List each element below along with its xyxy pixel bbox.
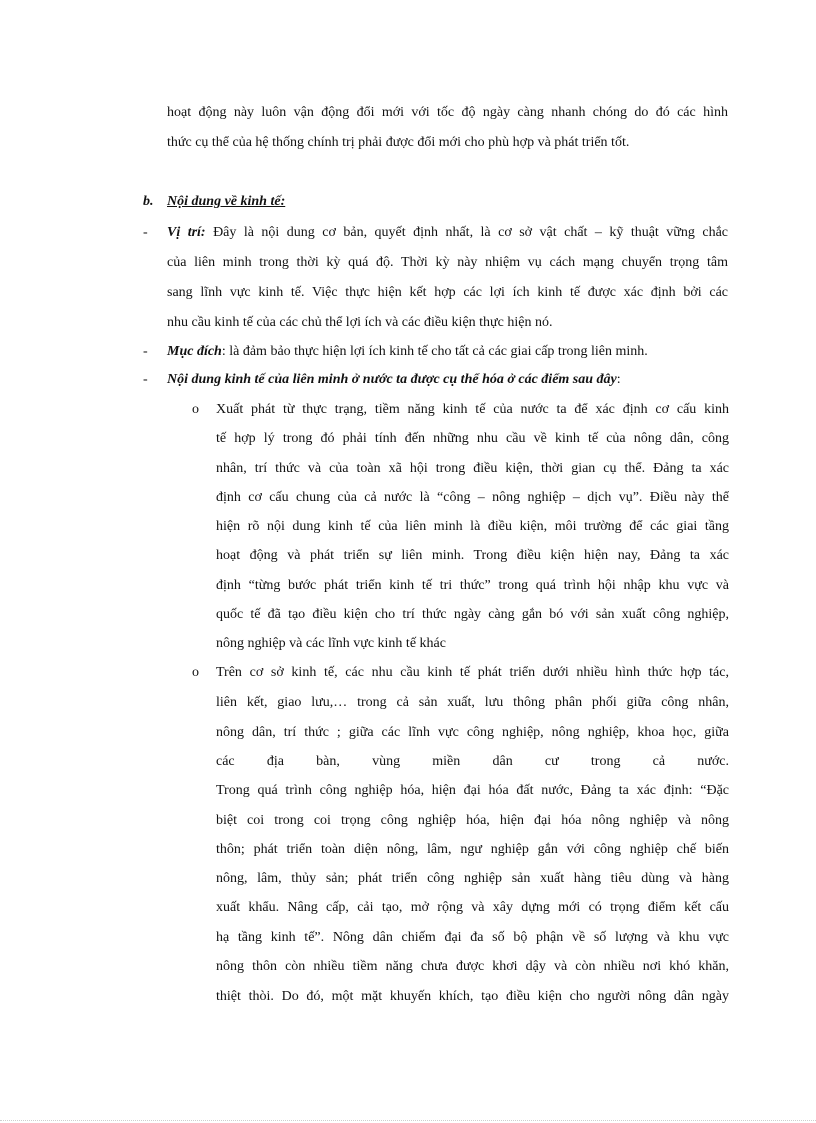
bullet-position-line-4: nhu cầu kinh tế của các chủ thể lợi ích và các điều kiện thực hiện nó. bbox=[167, 315, 553, 330]
sub-item-2-line-6: biệt coi trong coi trọng công nghiệp hóa, hiện đại hóa nông nghiệp và nông bbox=[216, 813, 729, 828]
sub-item-2-line-8: nông, lâm, thủy sản; phát triển công nghiệp sản xuất hàng tiêu dùng và hàng bbox=[216, 871, 729, 886]
sub-item-1-line-1: Xuất phát từ thực trạng, tiềm năng kinh tế của nước ta để xác định cơ cấu kinh bbox=[216, 402, 729, 417]
sub-item-1-line-9: nông nghiệp và các lĩnh vực kinh tế khác bbox=[216, 636, 446, 651]
sub-item-2-line-2: liên kết, giao lưu,… trong cả sản xuất, lưu thông phân phối giữa công nhân, bbox=[216, 695, 729, 710]
bullet-position-label: Vị trí: bbox=[167, 225, 206, 240]
bullet-content-label: Nội dung kinh tế của liên minh ở nước ta được cụ thể hóa ở các điểm sau đây bbox=[167, 372, 617, 387]
bullet-purpose-text: : là đảm bảo thực hiện lợi ích kinh tế cho tất cả các giai cấp trong liên minh. bbox=[221, 344, 648, 359]
sub-item-1-line-4: định cơ cấu chung của cả nước là “công – nông nghiệp – dịch vụ”. Điều này thể bbox=[216, 490, 729, 505]
sub-item-2-line-4: các địa bàn, vùng miền dân cư trong cả nước. bbox=[216, 754, 729, 769]
bullet-content-line bbox=[167, 371, 621, 389]
section-title: Nội dung về kinh tế: bbox=[167, 194, 286, 209]
bullet-position-line-2: của liên minh trong thời kỳ quá độ. Thời kỳ này nhiệm vụ cách mạng chuyển trọng tâm bbox=[167, 255, 728, 270]
sub-item-1-line-6: hoạt động và phát triển sự liên minh. Trong điều kiện hiện nay, Đảng ta xác bbox=[216, 548, 729, 563]
bullet-content-text: : bbox=[616, 372, 621, 387]
sub-item-2-line-9: xuất khẩu. Nâng cấp, cải tạo, mở rộng và xây dựng mới có trọng điểm kết cấu bbox=[216, 900, 729, 915]
sub-item-marker: o bbox=[192, 402, 199, 417]
sub-item-2-line-12: thiệt thòi. Do đó, một mặt khuyến khích, tạo điều kiện cho người nông dân ngày bbox=[216, 989, 729, 1004]
sub-item-marker: o bbox=[192, 665, 199, 680]
bullet-position-line-1 bbox=[167, 224, 728, 242]
sub-item-2-line-1: Trên cơ sở kinh tế, các nhu cầu kinh tế phát triển dưới nhiều hình thức hợp tác, bbox=[216, 665, 729, 680]
sub-item-1-line-3: nhân, trí thức và của toàn xã hội trong điều kiện, thời gian cụ thể. Đảng ta xác bbox=[216, 461, 729, 476]
page-bottom-rule bbox=[0, 1120, 816, 1121]
bullet-marker: - bbox=[143, 372, 148, 387]
sub-item-2-line-11: nông thôn còn nhiều tiềm năng chưa được khơi dậy và còn nhiều nơi khó khăn, bbox=[216, 959, 729, 974]
sub-item-2-line-10: hạ tầng kinh tế”. Nông dân chiếm đại đa số bộ phận về số lượng và khu vực bbox=[216, 930, 729, 945]
bullet-position-text: Đây là nội dung cơ bản, quyết định nhất, là cơ sở vật chất – kỹ thuật vững chắc bbox=[205, 225, 728, 240]
bullet-purpose-line bbox=[167, 343, 648, 361]
sub-item-1-line-2: tế hợp lý trong đó phải tính đến những nhu cầu về kinh tế của nông dân, công bbox=[216, 431, 729, 446]
bullet-position-line-3: sang lĩnh vực kinh tế. Việc thực hiện kết hợp các lợi ích kinh tế được xác định bởi các bbox=[167, 285, 728, 300]
sub-item-1-line-5: hiện rõ nội dung kinh tế của liên minh là điều kiện, môi trường để các giai tầng bbox=[216, 519, 729, 534]
section-marker: b. bbox=[143, 194, 154, 209]
intro-line-2: thức cụ thể của hệ thống chính trị phải được đổi mới cho phù hợp và phát triển tốt. bbox=[167, 135, 630, 150]
sub-item-1-line-7: định “từng bước phát triển kinh tế tri thức” trong quá trình hội nhập khu vực và bbox=[216, 578, 729, 593]
sub-item-2-line-7: thôn; phát triển toàn diện nông, lâm, ngư nghiệp gắn với công nghiệp chế biến bbox=[216, 842, 729, 857]
sub-item-1-line-8: quốc tế đã tạo điều kiện cho trí thức ngày càng gắn bó với sản xuất công nghiệp, bbox=[216, 607, 729, 622]
bullet-purpose-label: Mục đích bbox=[167, 344, 222, 359]
sub-item-2-line-5: Trong quá trình công nghiệp hóa, hiện đại hóa đất nước, Đảng ta xác định: “Đặc bbox=[216, 783, 729, 798]
intro-line-1: hoạt động này luôn vận động đổi mới với tốc độ ngày càng nhanh chóng do đó các hình bbox=[167, 105, 728, 120]
bullet-marker: - bbox=[143, 225, 148, 240]
bullet-marker: - bbox=[143, 344, 148, 359]
sub-item-2-line-3: nông dân, trí thức ; giữa các lĩnh vực công nghiệp, nông nghiệp, khoa học, giữa bbox=[216, 725, 729, 740]
